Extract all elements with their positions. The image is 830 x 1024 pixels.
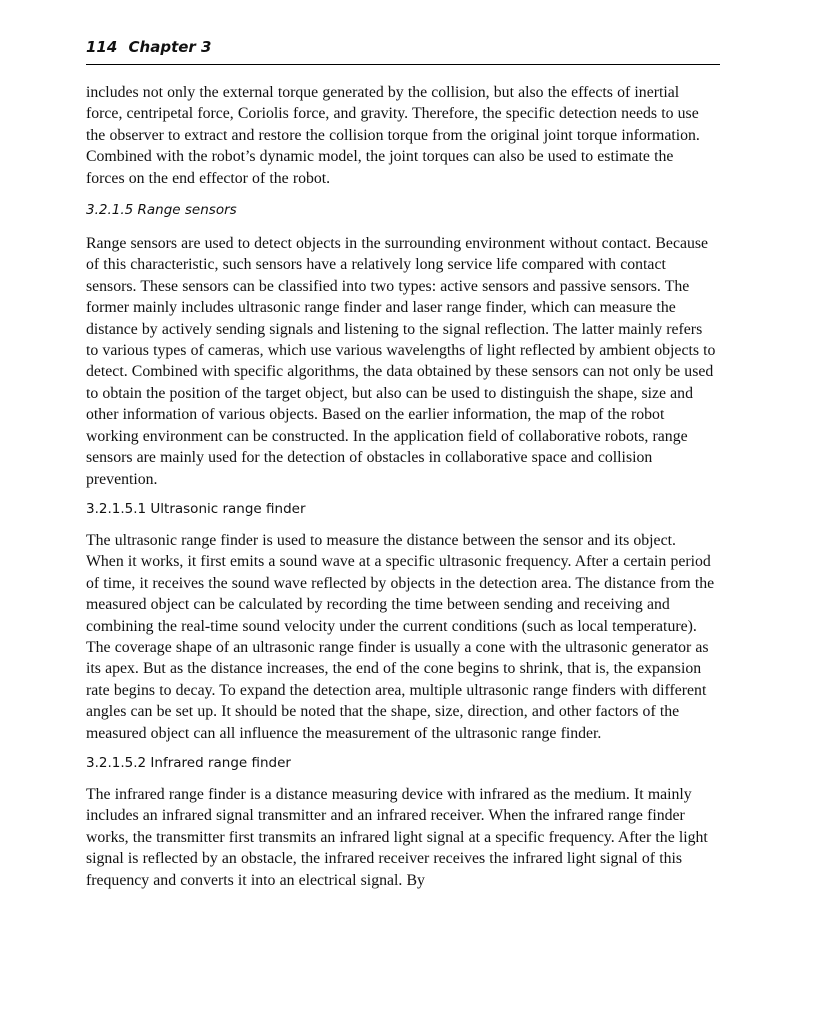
chapter-label: Chapter 3: [128, 38, 212, 56]
subsection-heading-ultrasonic: 3.2.1.5.1 Ultrasonic range finder: [86, 500, 306, 517]
page-number: 114: [86, 38, 118, 56]
infrared-paragraph: The infrared range finder is a distance measuring device with infrared as the medium. It mainly includes an infrared signal transmitter and an infrared receiver. When the infrared range finder works, the transmitter first transmits an infrared light signal at a specific frequency. After the light signal is reflected by an obstacle, the infrared receiver receives the infrared light signal of this frequency and converts it into an electrical signal. By: [86, 785, 708, 889]
page-content: [86, 82, 716, 891]
running-header: [86, 38, 720, 65]
subsection-heading-infrared: 3.2.1.5.2 Infrared range finder: [86, 754, 291, 771]
range-sensors-paragraph: Range sensors are used to detect objects in the surrounding environment without contact. Because of this characteristic, such sensors have a relatively long service life compared with contact sensors. These sensors can be classified into two types: active sensors and passive sensors. The former mainly includes ultrasonic range finder and laser range finder, which can measure the distance by actively sending signals and listening to the signal reflection. The latter mainly refers to various types of cameras, which use various wavelengths of light reflected by ambient objects to detect. Combined with specific algorithms, the data obtained by these sensors can not only be used to obtain the position of the target object, but also can be used to distinguish the shape, size and other information of various objects. Based on the earlier information, the map of the robot working environment can be constructed. In the application field of collaborative robots, range sensors are mainly used for the detection of obstacles in collaborative space and collision prevention.: [86, 235, 716, 488]
ultrasonic-paragraph: The ultrasonic range finder is used to measure the distance between the sensor and its object. When it works, it first emits a sound wave at a specific ultrasonic frequency. After a certain period of time, it receives the sound wave reflected by objects in the detection area. The distance from the measured object can be calculated by recording the time between sending and receiving and combining the real-time sound velocity under the current conditions (such as local temperature). The coverage shape of an ultrasonic range finder is usually a cone with the ultrasonic generator as its apex. But as the distance increases, the end of the cone begins to shrink, that is, the expansion rate begins to decay. To expand the detection area, multiple ultrasonic range finders with different angles can be set up. It should be noted that the shape, size, direction, and other factors of the measured object can all influence the measurement of the ultrasonic range finder.: [86, 531, 715, 742]
section-heading-range-sensors: 3.2.1.5 Range sensors: [86, 202, 237, 219]
intro-paragraph: includes not only the external torque generated by the collision, but also the effects of inertial force, centripetal force, Coriolis force, and gravity. Therefore, the specific detection needs to use the observer to extract and restore the collision torque from the original joint torque information. Combined with the robot’s dynamic model, the joint torques can also be used to estimate the forces on the end effector of the robot.: [86, 84, 700, 187]
